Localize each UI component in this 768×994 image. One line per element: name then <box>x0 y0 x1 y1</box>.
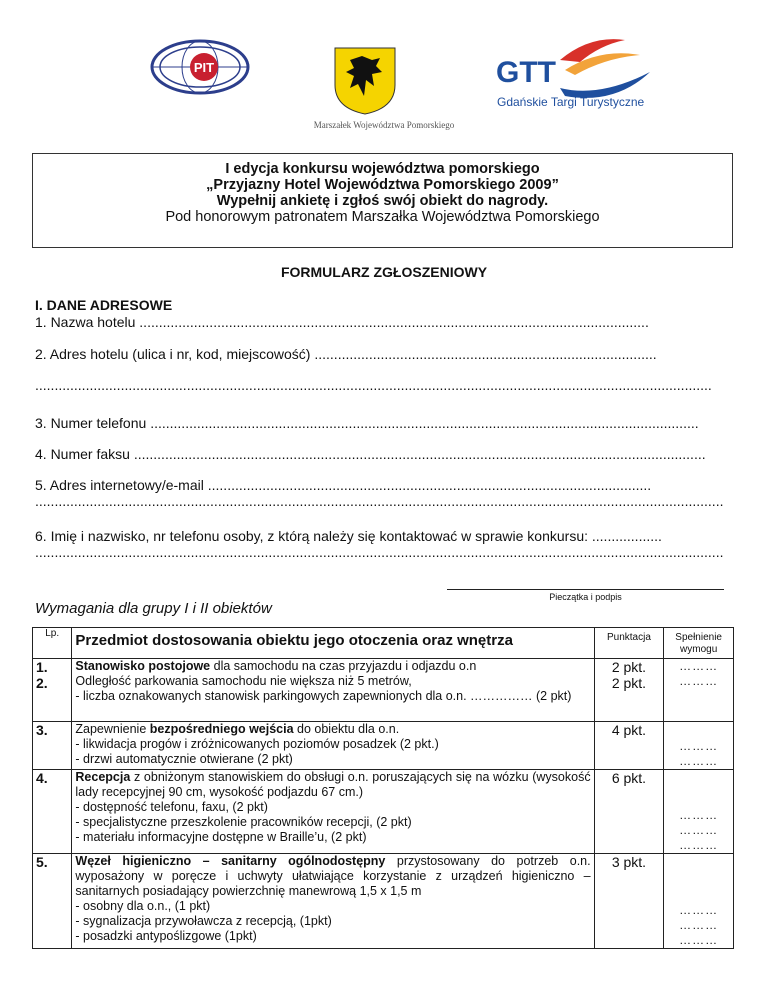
row-2-sub: - liczba oznakowanych stanowisk parkingowych zapewnionych dla o.n. …………… (2 pkt) <box>75 689 572 703</box>
signature-label: Pieczątka i podpis <box>549 592 622 602</box>
intro-line-4: Pod honorowym patronatem Marszałka Województwa Pomorskiego <box>165 209 600 225</box>
pit-logo <box>152 41 248 93</box>
row-1-2-lp <box>33 659 72 722</box>
row-3-sub-1: - likwidacja progów i zróżnicowanych poziomów posadzek (2 pkt.) <box>75 737 439 751</box>
row-1-2-pts <box>594 659 664 722</box>
header-lp: Lp. <box>33 628 72 659</box>
intro-line-3: Wypełnij ankietę i zgłoś swój obiekt do nagrody. <box>216 193 549 209</box>
row-4-points: 6 pkt. <box>594 770 664 854</box>
field-hotel-name[interactable]: 1. Nazwa hotelu ................................................................................................................................... <box>35 314 649 330</box>
row-2-text: Odległość parkowania samochodu nie większa niż 5 metrów, <box>75 674 412 688</box>
row-5-bold: Węzeł higieniczno – sanitarny ogólnodostępny <box>75 854 386 868</box>
field-fax[interactable]: 4. Numer faksu ................................................................................................................................................... <box>35 446 706 462</box>
row-5-fulfil-1[interactable]: ……… <box>679 903 719 917</box>
row-5-desc <box>72 854 594 949</box>
gtt-logo-subtext: Gdańskie Targi Turystyczne <box>497 95 645 109</box>
section-title: I. DANE ADRESOWE <box>35 297 173 313</box>
row-5-fulfil[interactable] <box>664 854 734 949</box>
row-3-fulfil-2[interactable]: ……… <box>679 754 719 768</box>
row-3-sub-2: - drzwi automatycznie otwierane (2 pkt) <box>75 752 293 766</box>
row-1-points: 2 pkt. <box>611 659 647 675</box>
row-4-bold: Recepcja <box>75 770 131 784</box>
intro-box <box>32 153 733 248</box>
logo-caption: Marszałek Województwa Pomorskiego <box>313 120 455 130</box>
field-hotel-address-cont[interactable]: .............................................................................................................................................................................. <box>35 377 712 393</box>
row-3-bold: bezpośredniego wejścia <box>149 722 294 736</box>
row-1-lp: 1. <box>36 659 48 675</box>
row-2-points: 2 pkt. <box>611 675 647 691</box>
field-phone-label: 3. Numer telefonu <box>35 415 147 431</box>
row-4-sub-2: - specjalistyczne przeszkolenie pracowników recepcji, (2 pkt) <box>75 815 412 829</box>
header-subject: Przedmiot dostosowania obiektu jego otoczenia oraz wnętrza <box>72 628 594 659</box>
row-3-fulfil-1[interactable]: ……… <box>679 739 719 753</box>
logo-header <box>0 0 768 140</box>
requirements-title: Wymagania dla grupy I i II obiektów <box>35 600 272 617</box>
row-5-sub-1: - osobny dla o.n., (1 pkt) <box>75 899 211 913</box>
row-2-lp: 2. <box>36 675 48 691</box>
logo-strip <box>0 0 768 140</box>
intro-line-1: I edycja konkursu województwa pomorskiego <box>225 161 540 177</box>
row-5-fulfil-2[interactable]: ……… <box>679 918 719 932</box>
row-4-sub-1: - dostępność telefonu, faxu, (2 pkt) <box>75 800 268 814</box>
row-1-bold: Stanowisko postojowe <box>75 659 211 673</box>
field-contact-person-label: 6. Imię i nazwisko, nr telefonu osoby, z którą należy się kontaktować w sprawie konkursu: <box>35 528 588 544</box>
crest-logo <box>335 48 395 114</box>
field-web-email[interactable]: 5. Adres internetowy/e-mail .................................................................................................................. <box>35 477 652 493</box>
row-4-fulfil-3[interactable]: ……… <box>679 838 719 852</box>
row-4-desc <box>72 770 594 854</box>
row-5-sub-3: - posadzki antypoślizgowe (1pkt) <box>75 929 257 943</box>
row-4-sub-3: - materiału informacyjne dostępne w Braille’u, (2 pkt) <box>75 830 367 844</box>
row-3-points: 4 pkt. <box>594 722 664 770</box>
header-points: Punktacja <box>594 628 664 659</box>
table-row <box>33 854 734 949</box>
field-contact-person-cont[interactable]: ................................................................................................................................................................................. <box>35 544 724 560</box>
field-fax-label: 4. Numer faksu <box>35 446 130 462</box>
table-row <box>33 722 734 770</box>
field-hotel-name-label: 1. Nazwa hotelu <box>35 314 136 330</box>
row-5-fulfil-3[interactable]: ……… <box>679 933 719 947</box>
requirements-table <box>32 627 734 949</box>
row-1-text: dla samochodu na czas przyjazdu i odjazdu o.n <box>210 659 477 673</box>
field-phone[interactable]: 3. Numer telefonu ............................................................................................................................................. <box>35 415 699 431</box>
row-1-fulfil[interactable]: ……… <box>679 659 719 673</box>
field-hotel-address-label: 2. Adres hotelu (ulica i nr, kod, miejscowość) <box>35 346 311 362</box>
row-3-fulfil[interactable] <box>664 722 734 770</box>
row-5-sub-2: - sygnalizacja przywoławcza z recepcją, (1pkt) <box>75 914 332 928</box>
field-contact-person[interactable]: 6. Imię i nazwisko, nr telefonu osoby, z którą należy się kontaktować w sprawie konkursu: .................. <box>35 528 662 544</box>
gtt-logo <box>496 39 650 109</box>
form-title: FORMULARZ ZGŁOSZENIOWY <box>280 264 488 280</box>
table-row <box>33 659 734 722</box>
row-5-text: przystosowany do potrzeb o.n. wyposażony w poręcze i uchwyty ułatwiające korzystanie z urządzeń higieniczno – sanitarnych posiadający powierzchnię manewrową 1,5 x 1,5 m <box>75 854 591 898</box>
field-web-email-label: 5. Adres internetowy/e-mail <box>35 477 204 493</box>
row-3-lp: 3. <box>33 722 72 770</box>
field-web-email-cont[interactable]: ................................................................................................................................................................................. <box>35 493 724 509</box>
table-row <box>33 770 734 854</box>
gtt-logo-text: GTT <box>496 56 556 89</box>
row-5-lp: 5. <box>33 854 72 949</box>
row-2-fulfil[interactable]: ……… <box>679 674 719 688</box>
row-3-pre: Zapewnienie <box>75 722 150 736</box>
row-3-text: do obiektu dla o.n. <box>293 722 400 736</box>
intro-line-2: „Przyjazny Hotel Województwa Pomorskiego 2009” <box>206 177 559 193</box>
row-4-text: z obniżonym stanowiskiem do obsługi o.n. poruszających się na wózku (wysokość lady recepcyjnej 90 cm, wysokość podjazdu 67 cm.) <box>75 770 591 799</box>
row-4-fulfil-2[interactable]: ……… <box>679 823 719 837</box>
header-fulfil: Spełnienie wymogu <box>664 628 734 659</box>
pit-logo-text: PIT <box>193 60 215 75</box>
row-4-lp: 4. <box>33 770 72 854</box>
row-4-fulfil[interactable] <box>664 770 734 854</box>
signature-line[interactable] <box>447 589 724 590</box>
table-header <box>33 628 734 659</box>
row-4-fulfil-1[interactable]: ……… <box>679 808 719 822</box>
row-1-2-desc <box>72 659 594 722</box>
row-3-desc <box>72 722 594 770</box>
field-hotel-address[interactable]: 2. Adres hotelu (ulica i nr, kod, miejscowość) ........................................................................................ <box>35 346 657 362</box>
row-1-2-fulfil[interactable] <box>664 659 734 722</box>
row-5-points: 3 pkt. <box>594 854 664 949</box>
